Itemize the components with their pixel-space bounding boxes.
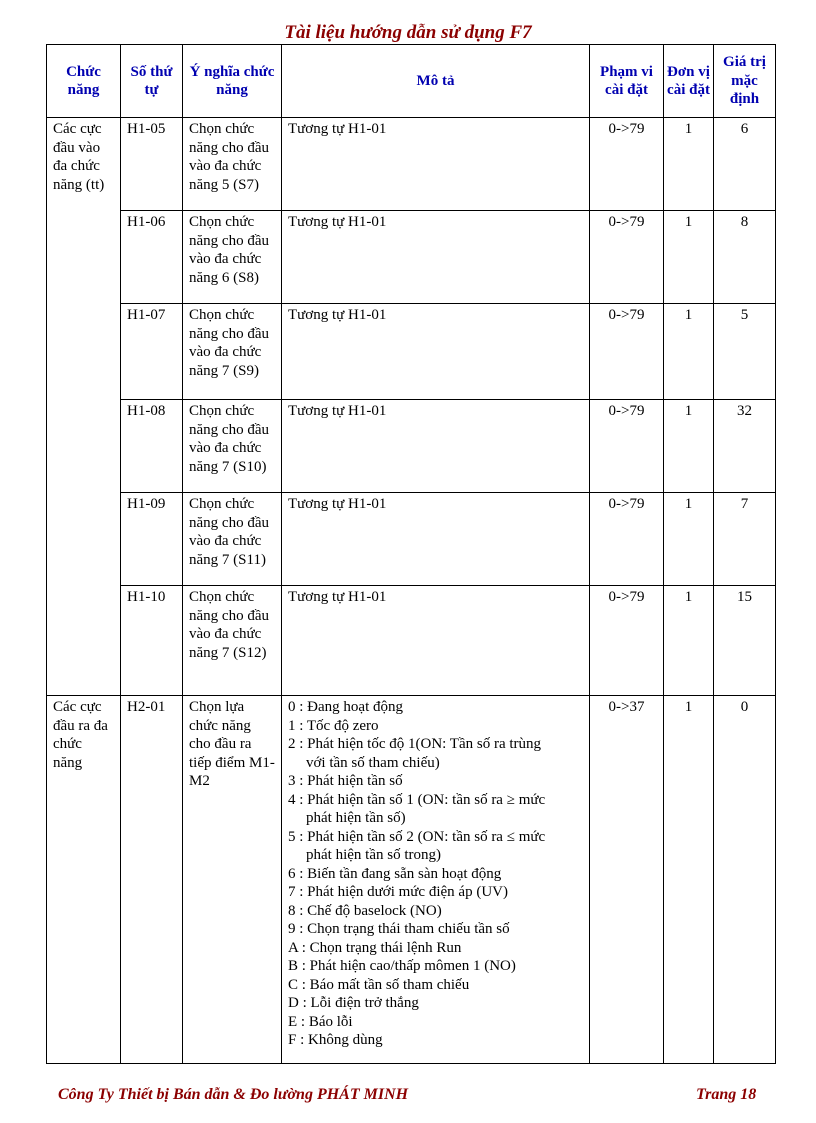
param-code: H1-08 [121,400,183,493]
param-description: Tương tự H1-01 [282,493,590,586]
footer-page-number: Trang 18 [696,1086,757,1103]
param-unit: 1 [664,304,714,400]
header-unit: Đơn vị cài đặt [664,45,714,118]
param-range: 0->79 [590,493,664,586]
header-default: Giá trị mặc định [714,45,776,118]
param-default: 5 [714,304,776,400]
option-line: với tần số tham chiếu) [306,754,440,771]
document-title: Tài liệu hướng dẫn sử dụng F7 [284,22,532,43]
param-code: H1-07 [121,304,183,400]
option-line: A : Chọn trạng thái lệnh Run [288,939,462,956]
header-order: Số thứ tự [121,45,183,118]
table-row [47,118,776,211]
header-meaning: Ý nghĩa chức năng [183,45,282,118]
parameter-table [46,44,776,1064]
param-unit: 1 [664,211,714,304]
header-function: Chức năng [47,45,121,118]
option-line: 7 : Phát hiện dưới mức điện áp (UV) [288,884,508,900]
table-row [47,696,776,1064]
param-description-options [282,696,590,1064]
option-line: 3 : Phát hiện tần số [288,773,403,789]
param-unit: 1 [664,586,714,696]
param-meaning: Chọn chức năng cho đầu vào đa chức năng 5 (S7) [183,118,282,211]
param-meaning: Chọn chức năng cho đầu vào đa chức năng 7 (S12) [183,586,282,696]
param-range: 0->79 [590,118,664,211]
group-name: Các cực đầu ra đa chức năng [47,696,121,1064]
param-default: 0 [714,696,776,1064]
param-meaning: Chọn chức năng cho đầu vào đa chức năng 6 (S8) [183,211,282,304]
footer-company: Công Ty Thiết bị Bán dẫn & Đo lường PHÁT MINH [58,1086,409,1103]
param-unit: 1 [664,400,714,493]
param-range: 0->79 [590,211,664,304]
option-line: 4 : Phát hiện tần số 1 (ON: tần số ra ≥ mức [288,791,546,808]
header-range: Phạm vi cài đặt [590,45,664,118]
param-meaning: Chọn chức năng cho đầu vào đa chức năng 7 (S11) [183,493,282,586]
table-header-row [47,45,776,118]
param-unit: 1 [664,696,714,1064]
option-line: phát hiện tần số trong) [306,847,441,863]
option-line: phát hiện tần số) [306,810,406,826]
option-line: C : Báo mất tần số tham chiếu [288,976,470,993]
table-row [47,304,776,400]
header-description: Mô tả [282,45,590,118]
option-line: E : Báo lỗi [288,1013,353,1030]
option-line: D : Lỗi điện trở thắng [288,995,419,1011]
param-unit: 1 [664,118,714,211]
param-default: 8 [714,211,776,304]
option-line: 2 : Phát hiện tốc độ 1(ON: Tần số ra trùng [288,736,542,752]
param-meaning: Chọn lựa chức năng cho đầu ra tiếp điểm M1-M2 [183,696,282,1064]
param-code: H2-01 [121,696,183,1064]
param-range: 0->79 [590,586,664,696]
param-code: H1-05 [121,118,183,211]
param-meaning: Chọn chức năng cho đầu vào đa chức năng 7 (S10) [183,400,282,493]
param-meaning: Chọn chức năng cho đầu vào đa chức năng 7 (S9) [183,304,282,400]
table-row [47,586,776,696]
param-range: 0->79 [590,304,664,400]
option-line: 1 : Tốc độ zero [288,717,379,734]
param-range: 0->37 [590,696,664,1064]
param-description: Tương tự H1-01 [282,304,590,400]
param-default: 32 [714,400,776,493]
table-row [47,400,776,493]
table-row [47,211,776,304]
param-default: 7 [714,493,776,586]
param-default: 15 [714,586,776,696]
param-code: H1-10 [121,586,183,696]
param-range: 0->79 [590,400,664,493]
group-name: Các cực đầu vào đa chức năng (tt) [47,118,121,696]
table-row [47,493,776,586]
option-line: 9 : Chọn trạng thái tham chiếu tần số [288,921,510,937]
option-line: 5 : Phát hiện tần số 2 (ON: tần số ra ≤ mức [288,828,546,845]
param-code: H1-06 [121,211,183,304]
param-description: Tương tự H1-01 [282,400,590,493]
option-line: 0 : Đang hoạt động [288,699,403,715]
param-description: Tương tự H1-01 [282,118,590,211]
option-line: F : Không dùng [288,1032,383,1048]
option-line: 8 : Chế độ baselock (NO) [288,902,442,919]
param-description: Tương tự H1-01 [282,211,590,304]
param-description: Tương tự H1-01 [282,586,590,696]
option-line: B : Phát hiện cao/thấp mômen 1 (NO) [288,958,516,974]
option-line: 6 : Biến tần đang sẵn sàn hoạt động [288,865,502,882]
param-unit: 1 [664,493,714,586]
param-code: H1-09 [121,493,183,586]
param-default: 6 [714,118,776,211]
